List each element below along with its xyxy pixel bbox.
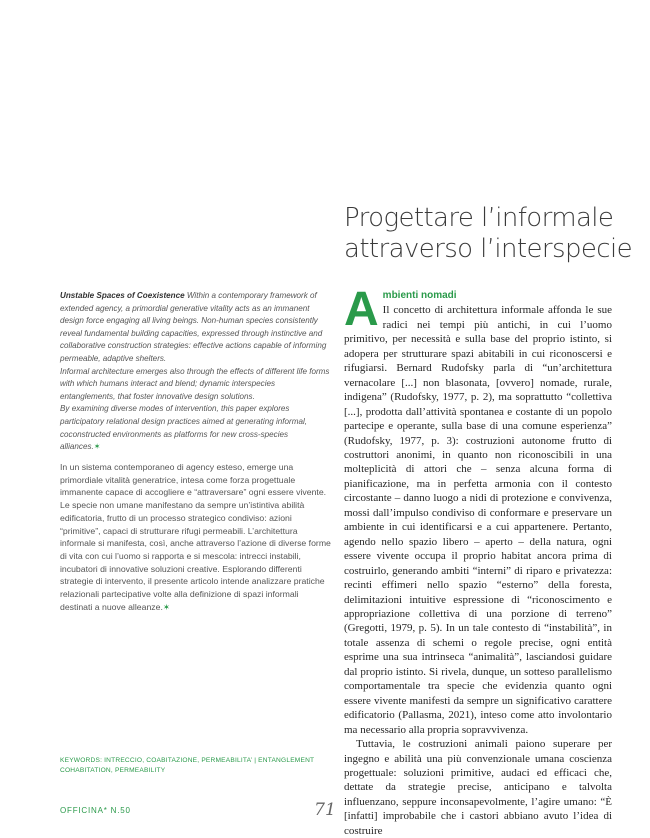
summary-text: In un sistema contemporaneo di agency esteso, emerge una primordiale vitalità generatrice, intesa come forza progettuale immanente capace di accogliere e “attraversare” ogni essere vivente. Le specie non umane manifestano da sempre un’istintiva abilità edificatoria, frutto di un processo strategico condiviso: azioni “primitive”, capaci di strutturare rifugi permeabili. L’architettura informale si manifesta, così, anche attraverso l’azione di diverse forme di vita con cui l’uomo si rapporta e si mescola: intrecci instabili, incubatori di innovative soluzioni creative. Esplorando differenti strategie di intervento, il presente articolo intende analizzare pratiche relazionali partecipative volte alla definizione di spazi informali destinati a nuove alleanze. bbox=[60, 462, 331, 612]
body-paragraph-1 bbox=[344, 283, 612, 737]
keywords: KEYWORDS: INTRECCIO, COABITAZIONE, PERMEABILITA’ | ENTANGLEMENT COHABITATION, PERMEABILITY bbox=[60, 757, 315, 774]
drop-cap: A bbox=[344, 283, 379, 336]
section-heading: mbienti nomadi bbox=[382, 290, 457, 301]
asterisk-icon: ✶ bbox=[93, 442, 101, 452]
abstract-paragraph-3 bbox=[60, 403, 330, 453]
abstract-text-3: By examining diverse modes of intervention, this paper explores participatory relational design practices aimed at generating informal, coconstructed environments as platforms for new cross-species alliances. bbox=[60, 404, 307, 452]
body-paragraph-2: Tuttavia, le costruzioni animali paiono superare per ingegno e abilità una più convenzionale umana coscienza progettuale: soluzioni primitive, audaci ed efficaci che, dettate da strategie precise, anticipano e talvolta influenzano, seppure inconsapevolmente, l’agire umano: “È [infatti] improbabile che i castori abbiano avuto l’idea di costruire bbox=[344, 738, 612, 837]
title-line-2: attraverso l’interspecie bbox=[344, 234, 632, 264]
body-text-1: Il concetto di architettura informale affonda le sue radici nei tempi più antichi, in cui l’uomo primitivo, per necessità e sulla base del proprio istinto, si adopera per strutturare spazi abitabili in cui riconoscersi e rifugiarsi. Bernard Rudofsky parla di “un’architettura vernacolare [...] non blasonata, [ovvero] nomade, rurale, indigena” (Rudofsky, 1977, p. 2), ma soprattutto “collettiva [...], prodotta dall’attività spontanea e costante di un popolo partecipe e operante, sulla base di una comune esperienza” (Rudofsky, 1977, p. 3): costruzioni autonome frutto di costruttori anonimi, in quanto non riconoscibili in una molteplicità di attori che – senza alcuna forma di pianificazione, ma in perfetta armonia con il contesto circostante – danno luogo a nidi di protezione e convivenza, mossi dall’impulso condiviso di conformare e preservare un ambiente in cui identificarsi e a cui appartenere. Pertanto, agendo nello spazio libero – aperto – della natura, ogni essere vivente occupa il proprio habitat ancora prima di costruirlo, generando ambiti “interni” di riparo e privatezza: recinti effimeri nello spazio “esterno” della foresta, delimitazioni intuitive espressione di “riconoscimento e appropriazione collettiva di una porzione di terreno” (Gregotti, 1979, p. 5). In un tale contesto di “instabilità”, in totale assenza di schemi o regole precise, ogni entità esprime una sua intrinseca “animalità”, lasciandosi guidare dal proprio istinto. Si rivela, dunque, un sotteso parallelismo comportamentale tra specie che evidenzia quanto ogni essere vivente manifesti da sempre un significativo carattere edificatorio (Pallasma, 2021), inteso come atto involontario ma necessario alla propria sopravvivenza. bbox=[344, 304, 612, 736]
abstract-text-1: Within a contemporary framework of extended agency, a primordial generative vitality acts as an immanent design force engaging all living beings. Non-human species consistently reveal fundamental building capacities, expressed through instinctive and collaborative construction strategies: effective actions capable of informing permeable, adaptive shelters. bbox=[60, 291, 327, 363]
summary-paragraph bbox=[60, 461, 332, 613]
abstract-paragraph-1 bbox=[60, 290, 330, 366]
english-abstract bbox=[60, 290, 330, 454]
title-line-1: Progettare l’informale bbox=[344, 203, 614, 233]
abstract-lead: Unstable Spaces of Coexistence bbox=[60, 291, 185, 300]
journal-name: OFFICINA* N.50 bbox=[60, 806, 131, 815]
article-title bbox=[344, 203, 644, 265]
asterisk-icon: ✶ bbox=[162, 601, 171, 612]
article-body bbox=[344, 283, 612, 838]
italian-summary bbox=[60, 461, 332, 613]
abstract-paragraph-2: Informal architecture emerges also through the effects of different life forms with which humans interact and blend; dynamic interspecies entanglements, that foster innovative design solutions. bbox=[60, 366, 330, 401]
page-number: 71 bbox=[314, 800, 336, 820]
